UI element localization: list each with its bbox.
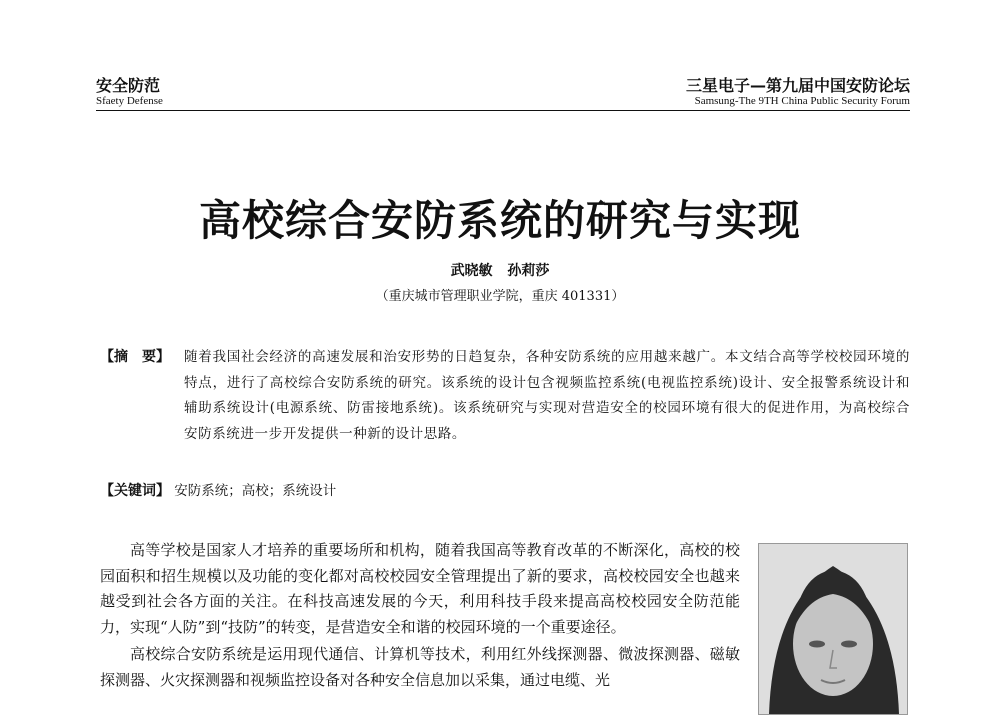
paper-affiliation: （重庆城市管理职业学院，重庆 401331） xyxy=(375,289,625,304)
abstract-text: 随着我国社会经济的高速发展和治安形势的日趋复杂，各种安防系统的应用越来越广。本文结合高等学校校园环境的特点，进行了高校综合安防系统的研究。该系统的设计包含视频监控系统(电视监控系统)设计、安全报警系统设计和辅助系统设计(电源系统、防雷接地系统)。该系统研究与实现对营造安全的校园环境有很大的促进作用，为高校综合安防系统进一步开发提供一种新的设计思路。 xyxy=(184,349,910,442)
keywords-block xyxy=(100,482,336,500)
author-portrait-image xyxy=(759,544,907,714)
journal-name-en: Sfaety Defense xyxy=(96,95,163,107)
keywords-text: 安防系统；高校；系统设计 xyxy=(174,483,337,499)
paper-title: 高校综合安防系统的研究与实现 xyxy=(198,196,801,245)
forum-name-en: Samsung-The 9TH China Public Security Forum xyxy=(694,95,910,107)
abstract-label: 【摘 要】 xyxy=(100,349,170,365)
journal-name-cn: 安全防范 xyxy=(96,76,161,95)
abstract-block xyxy=(100,345,910,447)
body-paragraph-2: 高校综合安防系统是运用现代通信、计算机等技术，利用红外线探测器、微波探测器、磁敏探测器、火灾探测器和视频监控设备对各种安全信息加以采集，通过电缆、光 xyxy=(100,645,740,689)
body-paragraph-1: 高等学校是国家人才培养的重要场所和机构，随着我国高等教育改革的不断深化，高校的校园面积和招生规模以及功能的变化都对高校校园安全管理提出了新的要求，高校校园安全也越来越受到社会各方面的关注。在科技高速发展的今天，利用科技手段来提高高校校园安全防范能力，实现“人防”到“技防”的转变，是营造安全和谐的校园环境的一个重要途径。 xyxy=(100,541,740,636)
journal-header-left xyxy=(96,77,163,107)
keywords-label: 【关键词】 xyxy=(100,483,170,499)
journal-header-right xyxy=(686,77,910,107)
forum-name-cn: 三星电子—第九届中国安防论坛 xyxy=(685,76,910,95)
body-text xyxy=(100,538,740,695)
author-photo xyxy=(758,543,908,715)
paper-authors: 武晓敏 孙莉莎 xyxy=(450,263,550,279)
header-rule xyxy=(96,110,910,111)
